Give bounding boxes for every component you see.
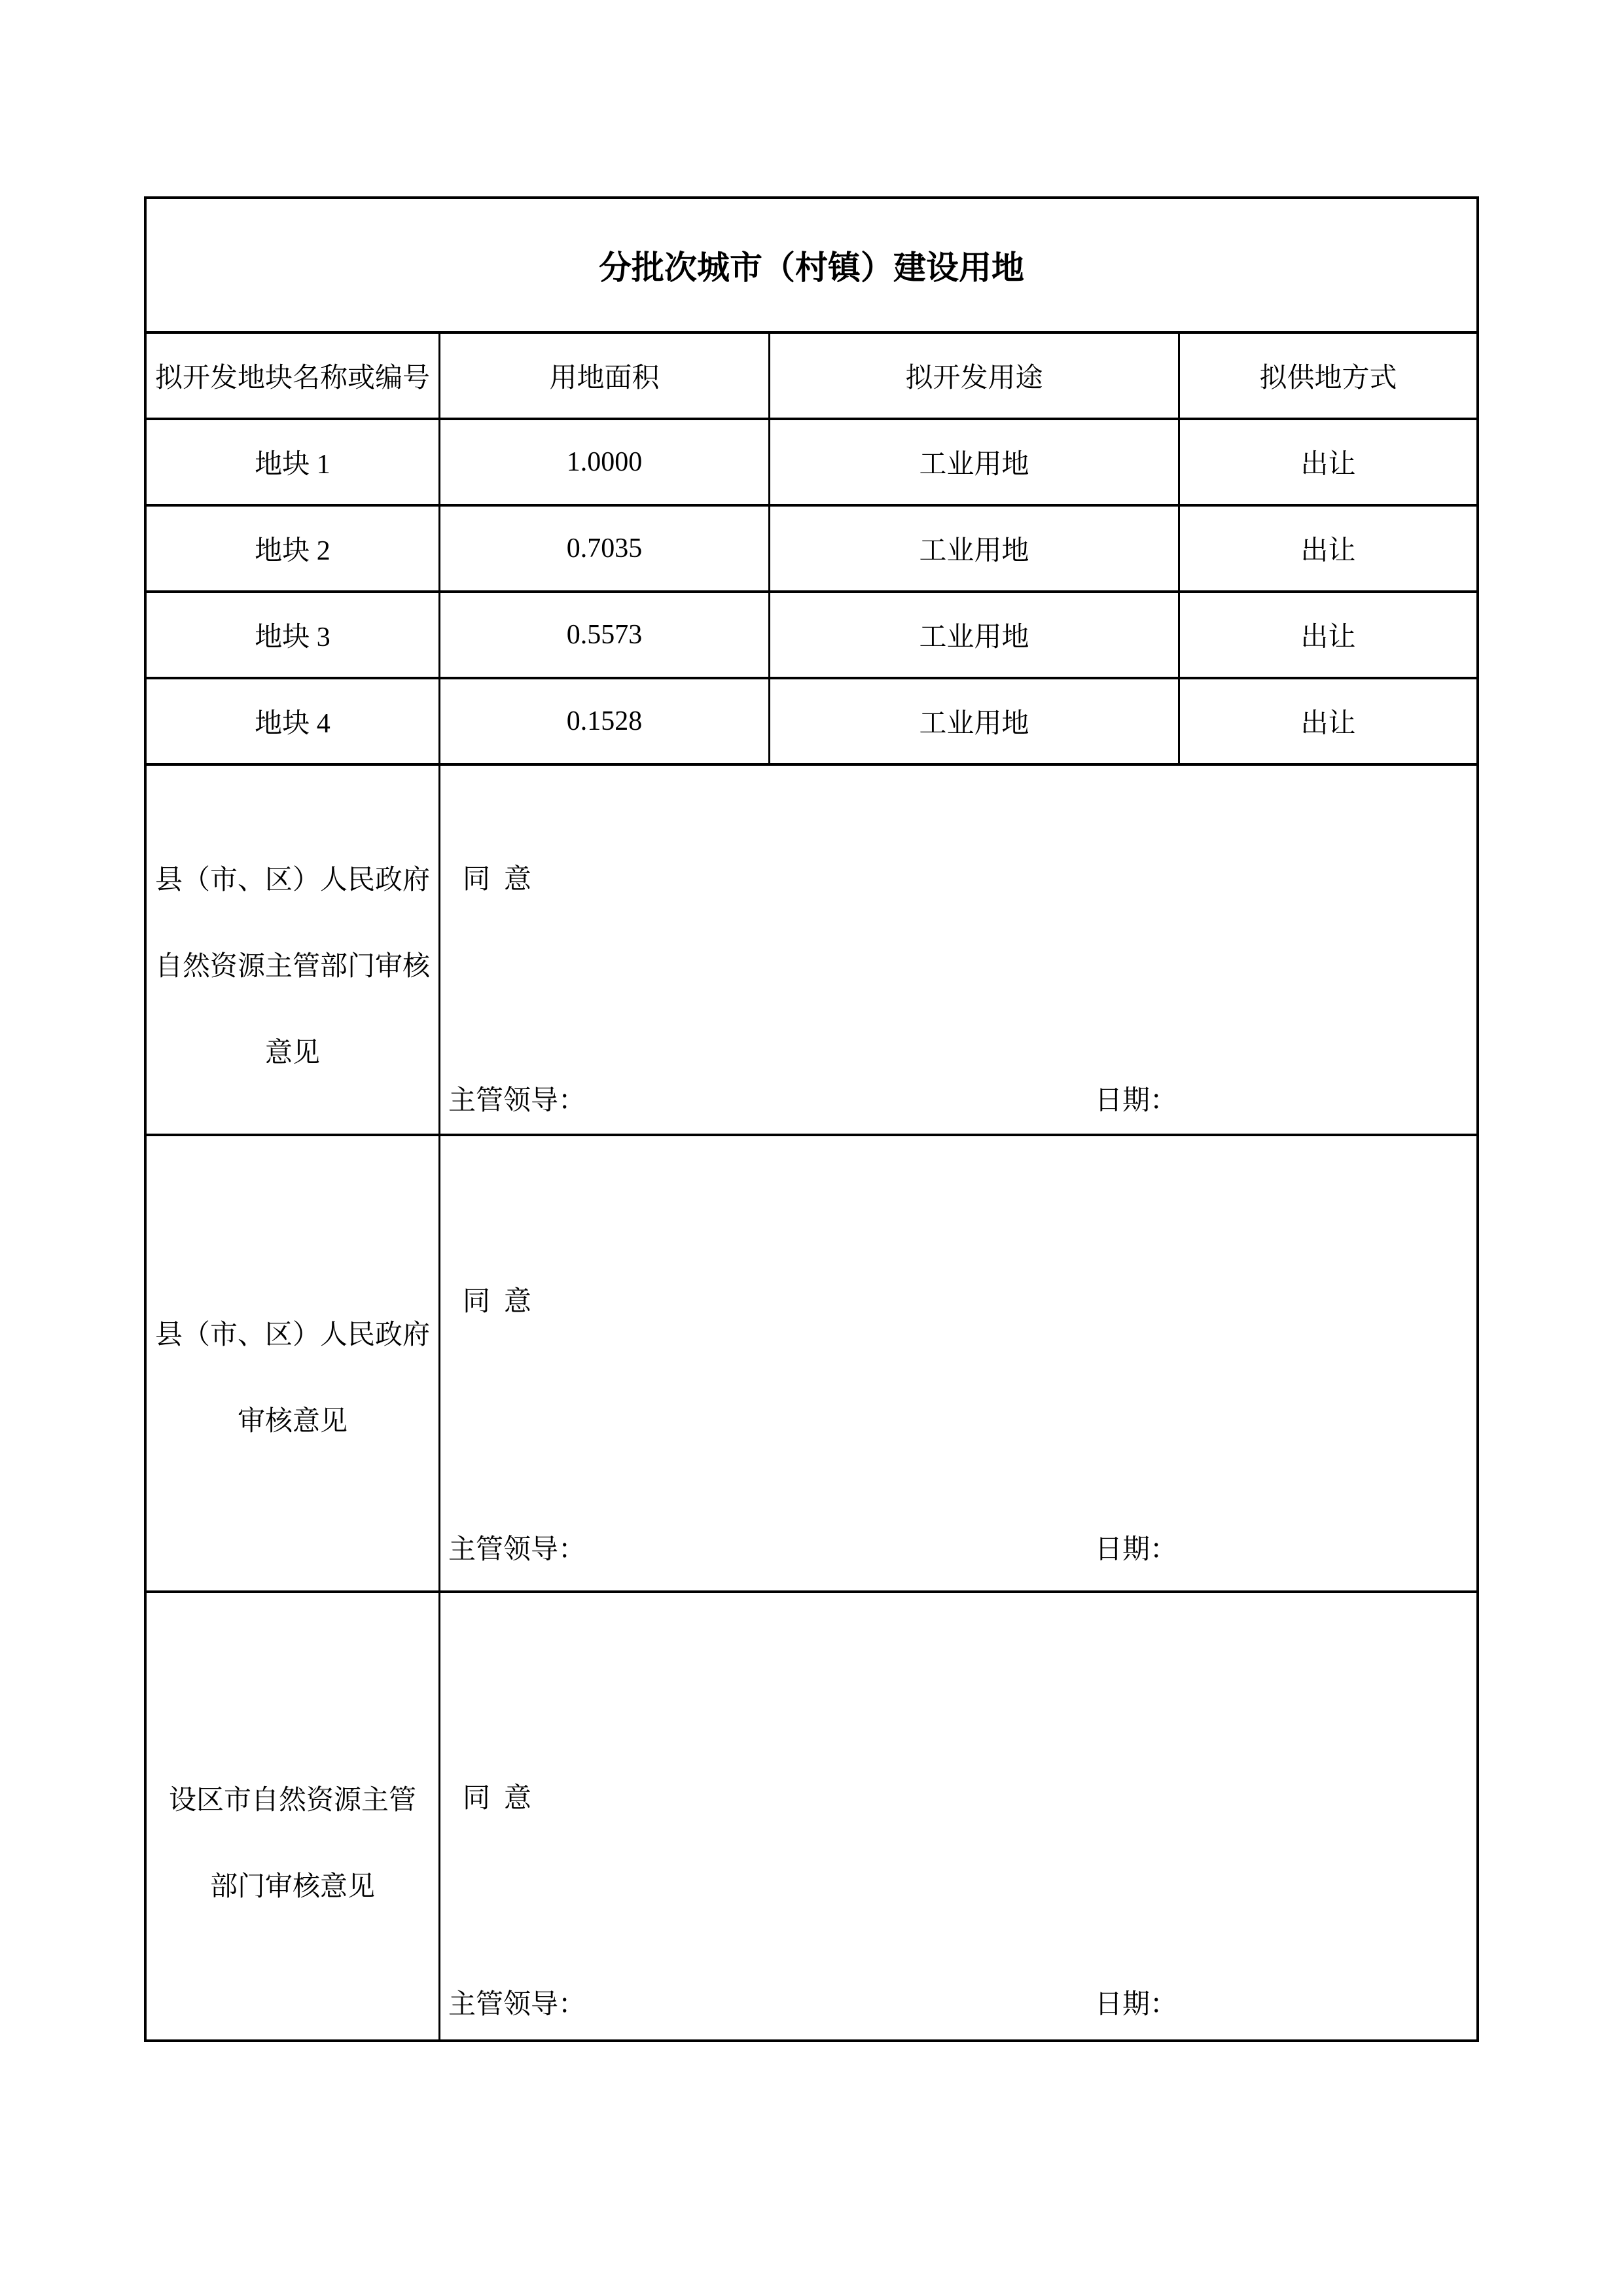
section-county-government-review: [147, 1136, 1476, 1593]
parcel-name: 地块 2: [147, 507, 440, 590]
supply-method: 出让: [1300, 709, 1356, 739]
section-label-line: 县（市、区）人民政府: [154, 1320, 430, 1350]
section-county-natural-resources-review: [147, 766, 1476, 1136]
leader-signature-label: 主管领导：: [448, 1535, 586, 1565]
opinion-text: 同 意: [463, 1287, 532, 1317]
section-label: [147, 1292, 438, 1465]
land-area: 1.0000: [440, 420, 770, 504]
section-content-cell: [440, 1136, 1476, 1590]
date-label: 日期：: [1095, 1086, 1178, 1116]
section-label-cell: [147, 766, 440, 1134]
signature-line: [440, 1982, 1476, 2018]
header-parcel-name: 拟开发地块名称或编号: [147, 334, 440, 418]
parcel-name: 地块 1: [147, 420, 440, 504]
table-row: [147, 420, 1476, 507]
section-label-line: 设区市自然资源主管: [168, 1785, 416, 1816]
intended-use: 工业用地: [770, 507, 1180, 590]
header-intended-use: 拟开发用途: [770, 334, 1180, 418]
header-supply-method: 拟供地方式: [1259, 363, 1397, 393]
land-area: 0.5573: [440, 593, 770, 677]
date-label: 日期：: [1095, 1990, 1178, 2020]
table-row: [147, 679, 1476, 766]
section-content-cell: [440, 766, 1476, 1134]
leader-signature-label: 主管领导：: [448, 1990, 586, 2020]
section-label-line: 部门审核意见: [209, 1872, 375, 1902]
section-label-line: 自然资源主管部门审核: [154, 952, 430, 982]
table-header-row: [147, 334, 1476, 420]
section-label-cell: [147, 1136, 440, 1590]
date-label: 日期：: [1095, 1535, 1178, 1565]
form-title-row: [147, 199, 1476, 334]
land-area: 0.1528: [440, 679, 770, 763]
parcel-name: 地块 3: [147, 593, 440, 677]
supply-method: 出让: [1300, 536, 1356, 566]
section-label: [147, 1757, 438, 1930]
supply-method: 出让: [1300, 622, 1356, 653]
table-row: [147, 507, 1476, 593]
intended-use: 工业用地: [770, 420, 1180, 504]
section-city-natural-resources-review: [147, 1593, 1476, 2039]
section-label-line: 县（市、区）人民政府: [154, 865, 430, 895]
header-land-area: 用地面积: [440, 334, 770, 418]
signature-line: [440, 1079, 1476, 1114]
section-label-line: 意见: [264, 1038, 320, 1068]
parcel-name: 地块 4: [147, 679, 440, 763]
intended-use: 工业用地: [770, 593, 1180, 677]
land-area: 0.7035: [440, 507, 770, 590]
intended-use: 工业用地: [770, 679, 1180, 763]
section-label: [147, 837, 438, 1096]
opinion-text: 同 意: [463, 1784, 532, 1814]
section-label-line: 审核意见: [237, 1407, 348, 1437]
form-title: 分批次城市（村镇）建设用地: [599, 249, 1024, 286]
section-label-cell: [147, 1593, 440, 2039]
section-content-cell: [440, 1593, 1476, 2039]
land-use-form-table: [144, 196, 1479, 2042]
leader-signature-label: 主管领导：: [448, 1086, 586, 1116]
signature-line: [440, 1528, 1476, 1563]
opinion-text: 同 意: [463, 865, 532, 895]
table-row: [147, 593, 1476, 679]
supply-method: 出让: [1300, 450, 1356, 480]
